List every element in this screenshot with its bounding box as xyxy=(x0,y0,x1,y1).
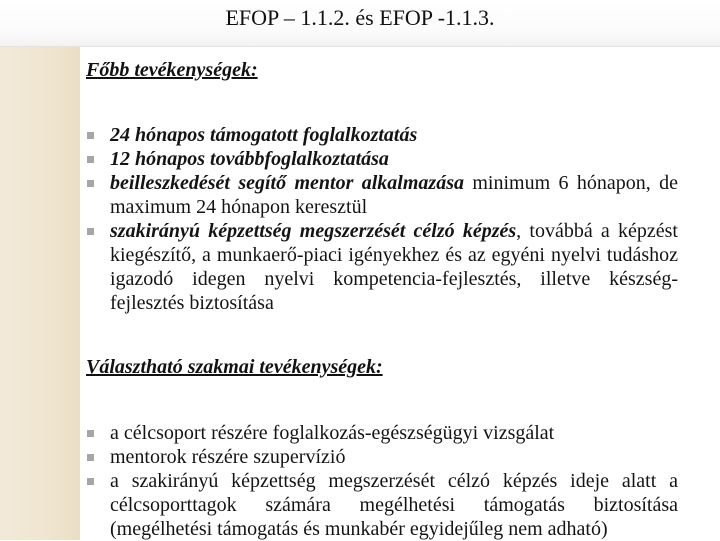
list-item xyxy=(86,171,678,219)
list-item xyxy=(86,445,678,469)
list-item-text: mentorok részére szupervízió xyxy=(110,446,346,468)
section-heading-optional-activities: Választható szakmai tevékenységek: xyxy=(86,356,383,378)
main-activities-list xyxy=(86,123,678,315)
square-bullet-icon xyxy=(87,454,94,461)
list-item xyxy=(86,219,678,315)
section-heading-main-activities: Főbb tevékenységek: xyxy=(86,59,258,81)
optional-activities-list xyxy=(86,421,678,541)
list-item xyxy=(86,469,678,541)
square-bullet-icon xyxy=(87,132,94,139)
list-item-bold-text: szakirányú képzettség megszerzését célzó képzés xyxy=(110,220,517,242)
square-bullet-icon xyxy=(87,156,94,163)
list-item xyxy=(86,147,678,171)
square-bullet-icon xyxy=(87,180,94,187)
list-item-text: , továbbá a képzést kiegészítő, a munkaerő-piaci igényekhez és az egyéni nyelvi tudáshoz igazodó idegen nyelvi kompetencia-fejlesztés, illetve készség-fejlesztés biztosítása xyxy=(110,220,678,314)
square-bullet-icon xyxy=(87,430,94,437)
list-item xyxy=(86,123,678,147)
square-bullet-icon xyxy=(87,228,94,235)
list-item-bold-text: 12 hónapos továbbfoglalkoztatása xyxy=(110,148,389,170)
title-band xyxy=(0,0,720,47)
slide-content xyxy=(86,58,678,541)
list-item xyxy=(86,421,678,445)
slide-title: EFOP – 1.1.2. és EFOP -1.1.3. xyxy=(225,5,495,30)
list-item-text: minimum 6 hónapon, de maximum 24 hónapon keresztül xyxy=(110,172,678,218)
square-bullet-icon xyxy=(87,478,94,485)
list-item-bold-text: beilleszkedését segítő mentor alkalmazása xyxy=(110,172,464,194)
list-item-bold-text: 24 hónapos támogatott foglalkoztatás xyxy=(110,124,418,146)
list-item-text: a szakirányú képzettség megszerzését célzó képzés ideje alatt a célcsoporttagok számára megélhetési támogatás biztosítása (megélhetési támogatás és munkabér egyidejűleg nem adható) xyxy=(110,470,678,540)
list-item-text: a célcsoport részére foglalkozás-egészségügyi vizsgálat xyxy=(110,422,555,444)
decorative-side-strip xyxy=(0,45,80,540)
